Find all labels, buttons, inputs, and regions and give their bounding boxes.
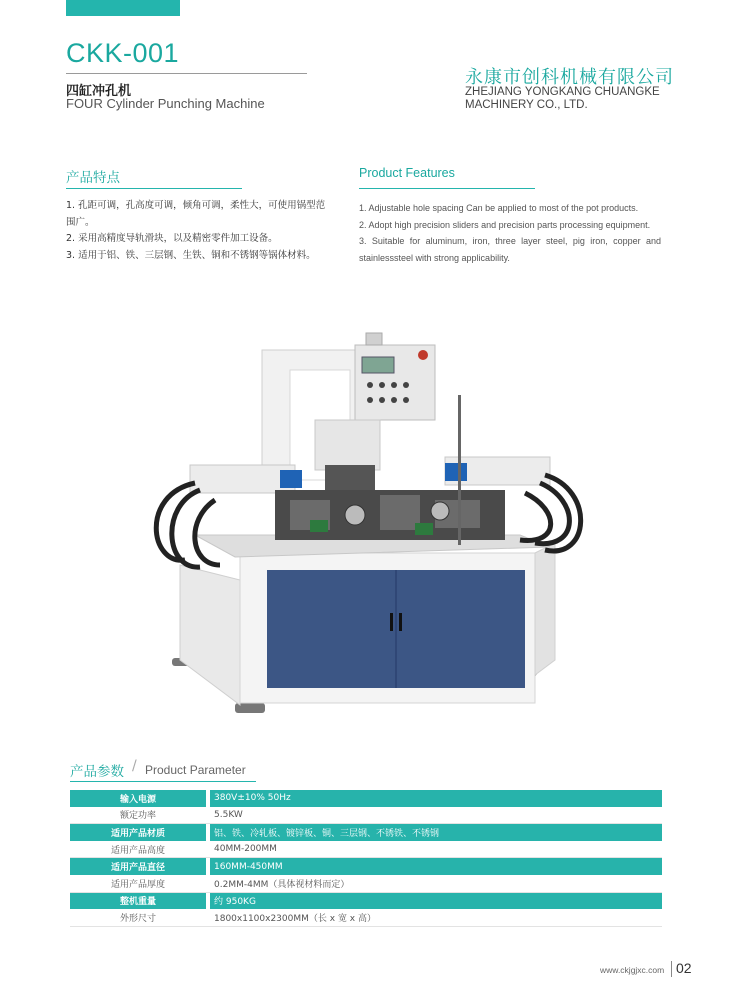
company-name-en-line2: MACHINERY CO., LTD. <box>465 99 588 111</box>
param-value: 5.5KW <box>210 807 662 824</box>
features-list-cn <box>66 198 328 264</box>
param-value: 160MM-450MM <box>210 858 662 875</box>
param-label: 额定功率 <box>70 807 206 824</box>
table-row <box>70 824 662 841</box>
features-heading-en: Product Features <box>359 166 455 180</box>
param-value: 380V±10% 50Hz <box>210 790 662 807</box>
param-label: 输入电源 <box>70 790 206 807</box>
company-name-cn: 永康市创科机械有限公司 <box>465 67 674 88</box>
param-label: 适用产品高度 <box>70 841 206 858</box>
features-heading-cn: 产品特点 <box>66 170 120 186</box>
table-row <box>70 807 662 824</box>
model-number: CKK-001 <box>66 38 180 68</box>
feature-en-item: 2. Adopt high precision sliders and precision parts processing equipment. <box>359 219 651 230</box>
machine-photo <box>140 325 600 725</box>
table-row <box>70 892 662 909</box>
features-en-divider <box>359 188 535 189</box>
param-value: 0.2MM-4MM（具体视材料而定） <box>210 875 662 892</box>
top-accent-bar <box>66 0 180 16</box>
param-value: 1800x1100x2300MM（长 x 宽 x 高） <box>210 909 662 926</box>
table-row <box>70 790 662 807</box>
feature-cn-item: 2. 采用高精度导轨滑块，以及精密零件加工设备。 <box>66 233 278 244</box>
parameters-heading-separator: / <box>132 758 137 774</box>
product-name-cn: 四缸冲孔机 <box>66 84 132 99</box>
param-value: 约 950KG <box>210 892 662 909</box>
feature-en-item: 3. Suitable for aluminum, iron, three layer steel, pig iron, copper and stainlesssteel with strong applicability. <box>359 236 661 263</box>
features-list-en <box>359 200 661 266</box>
footer-divider <box>671 961 672 977</box>
product-name-en: FOUR Cylinder Punching Machine <box>66 96 265 111</box>
feature-cn-item: 1. 孔距可调，孔高度可调，倾角可调，柔性大，可使用锅型范围广。 <box>66 200 326 228</box>
table-row <box>70 841 662 858</box>
page-number: 02 <box>676 960 692 976</box>
feature-cn-item: 3. 适用于铝、铁、三层钢、生铁、铜和不锈钢等锅体材料。 <box>66 249 316 261</box>
param-label: 整机重量 <box>70 892 206 909</box>
company-name-en-line1: ZHEJIANG YONGKANG CHUANGKE <box>465 86 660 98</box>
param-label: 适用产品厚度 <box>70 875 206 892</box>
features-cn-divider <box>66 188 242 189</box>
parameters-table <box>70 790 662 927</box>
param-value: 40MM-200MM <box>210 841 662 858</box>
table-row <box>70 909 662 926</box>
parameters-heading-en: Product Parameter <box>145 763 246 777</box>
param-label: 适用产品直径 <box>70 858 206 875</box>
website-link[interactable]: www.ckjgjxc.com <box>600 965 665 975</box>
feature-en-item: 1. Adjustable hole spacing Can be applied to most of the pot products. <box>359 203 639 213</box>
table-row <box>70 875 662 892</box>
param-label: 适用产品材质 <box>70 824 206 841</box>
parameters-divider <box>70 781 256 782</box>
table-row <box>70 858 662 875</box>
parameters-heading-cn: 产品参数 <box>70 764 124 780</box>
model-divider <box>66 73 307 74</box>
param-value: 铝、铁、冷轧板、镀锌板、铜、三层钢、不锈铁、不锈钢 <box>210 824 662 841</box>
param-label: 外形尺寸 <box>70 909 206 926</box>
